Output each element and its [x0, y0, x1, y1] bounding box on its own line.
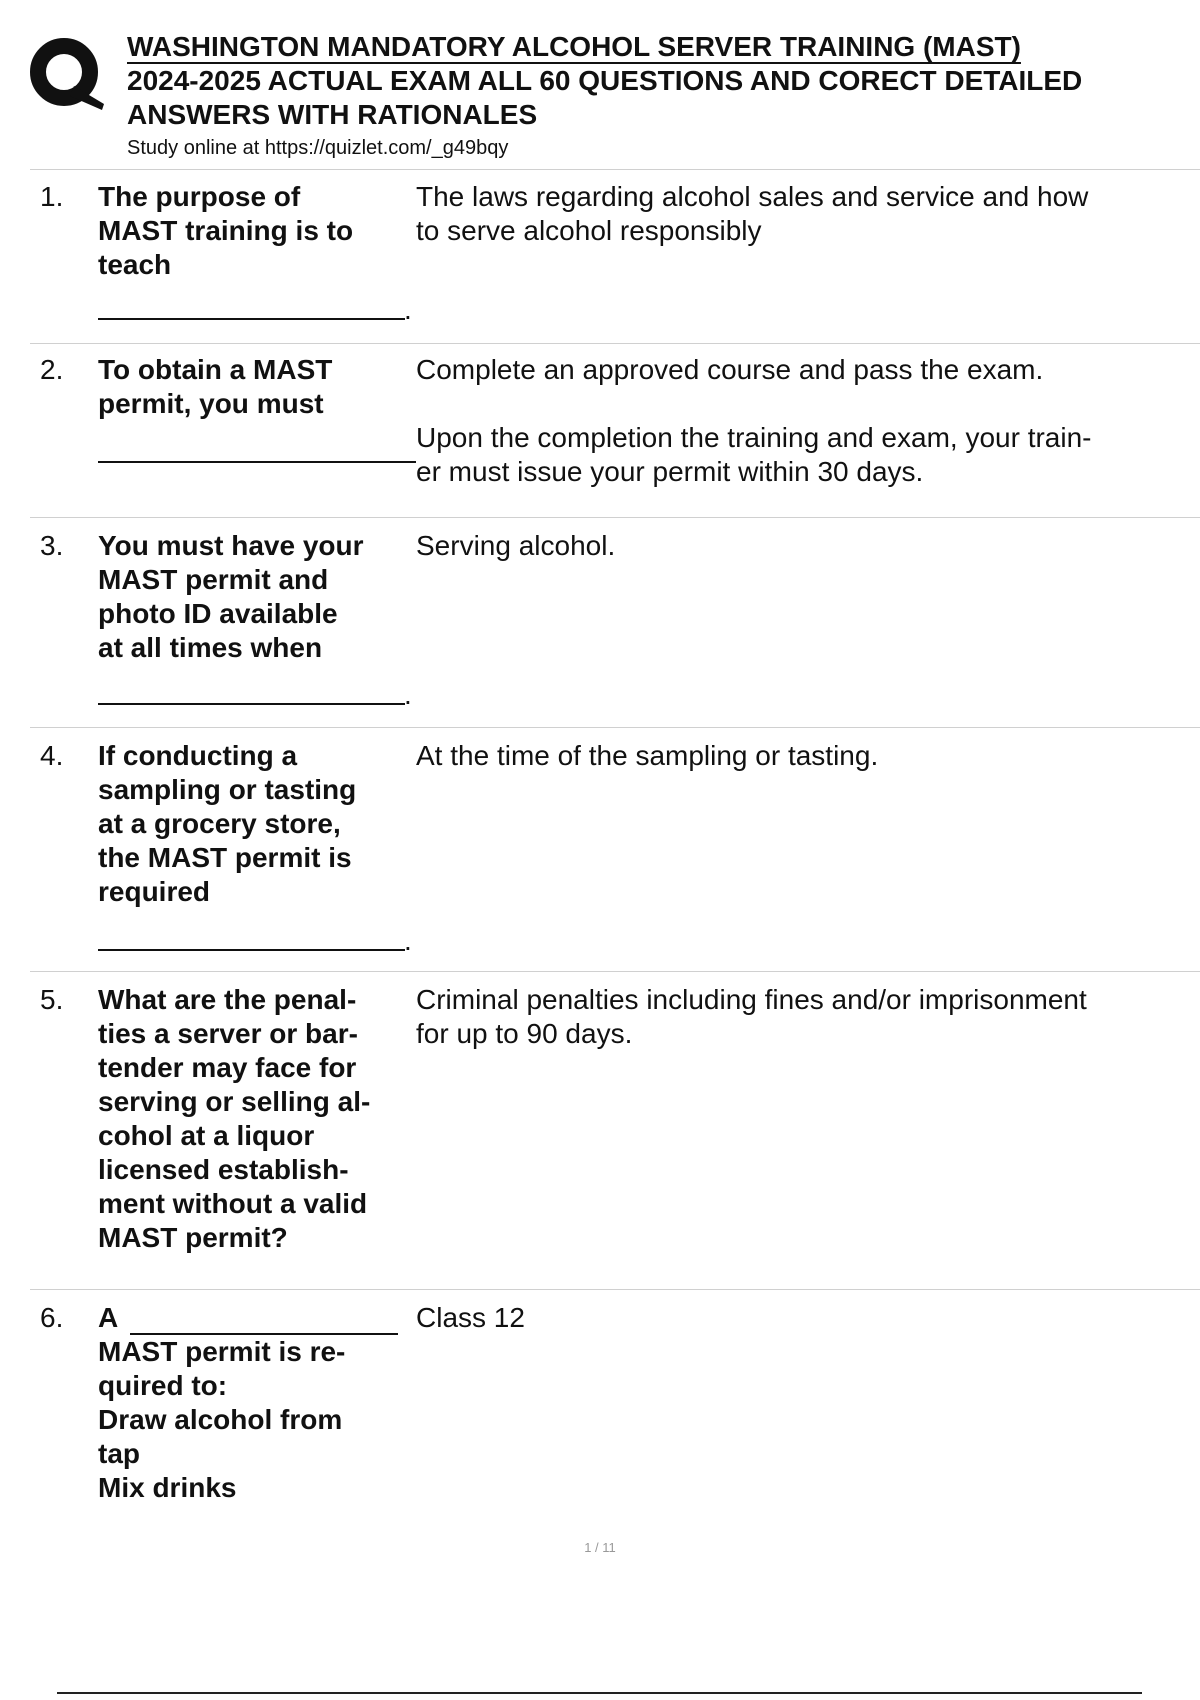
blank-period: .: [404, 294, 412, 325]
answer-blank-line: [98, 703, 405, 705]
bottom-rule: [57, 1692, 1142, 1694]
answer-text: At the time of the sampling or tasting.: [416, 740, 879, 771]
title-block: [127, 30, 1200, 162]
document-title-line-2: 2024-2025 ACTUAL EXAM ALL 60 QUESTIONS AND CORECT DETAILED: [127, 65, 1083, 96]
answer-text: Complete an approved course and pass the exam. Upon the completion the training and exam, your train- er must issue your permit within 30 days.: [416, 354, 1092, 487]
answer-blank-line: [98, 318, 405, 320]
question-number: 3.: [40, 530, 64, 561]
header-divider: [30, 169, 1200, 170]
answer-text: Class 12: [416, 1302, 525, 1333]
question-number: 4.: [40, 740, 64, 771]
row-divider: [30, 1289, 1200, 1290]
question-number: 6.: [40, 1302, 64, 1333]
answer-text: Serving alcohol.: [416, 530, 616, 561]
blank-period: .: [404, 679, 412, 710]
study-online-link[interactable]: Study online at https://quizlet.com/_g49bqy: [127, 137, 509, 159]
question-text: To obtain a MAST permit, you must: [98, 354, 333, 419]
question-text: What are the penal- ties a server or bar- tender may face for serving or selling al- cohol at a liquor licensed establish- ment without a valid MAST permit?: [98, 984, 371, 1253]
row-divider: [30, 517, 1200, 518]
row-divider: [30, 343, 1200, 344]
question-prefix: A: [98, 1302, 119, 1333]
answer-text: The laws regarding alcohol sales and service and how to serve alcohol responsibly: [416, 181, 1089, 246]
answer-blank-line: [98, 461, 416, 463]
row-divider: [30, 727, 1200, 728]
question-number: 1.: [40, 181, 64, 212]
row-divider: [30, 971, 1200, 972]
question-number: 2.: [40, 354, 64, 385]
blank-period: .: [404, 925, 412, 956]
question-number: 5.: [40, 984, 64, 1015]
question-text: You must have your MAST permit and photo ID available at all times when: [98, 530, 364, 663]
page-number: 1 / 11: [584, 1540, 616, 1555]
document-title-line-3: ANSWERS WITH RATIONALES: [127, 99, 538, 130]
document-title-line-1: WASHINGTON MANDATORY ALCOHOL SERVER TRAINING (MAST): [127, 31, 1021, 62]
question-text: The purpose of MAST training is to teach: [98, 181, 354, 280]
quizlet-logo-icon: [30, 34, 106, 110]
answer-blank-line: [98, 949, 405, 951]
document-header: [30, 30, 1200, 170]
question-text: MAST permit is re- quired to: Draw alcohol from tap Mix drinks: [98, 1336, 346, 1503]
answer-text: Criminal penalties including fines and/or imprisonment for up to 90 days.: [416, 984, 1087, 1049]
question-text: If conducting a sampling or tasting at a grocery store, the MAST permit is required: [98, 740, 357, 907]
